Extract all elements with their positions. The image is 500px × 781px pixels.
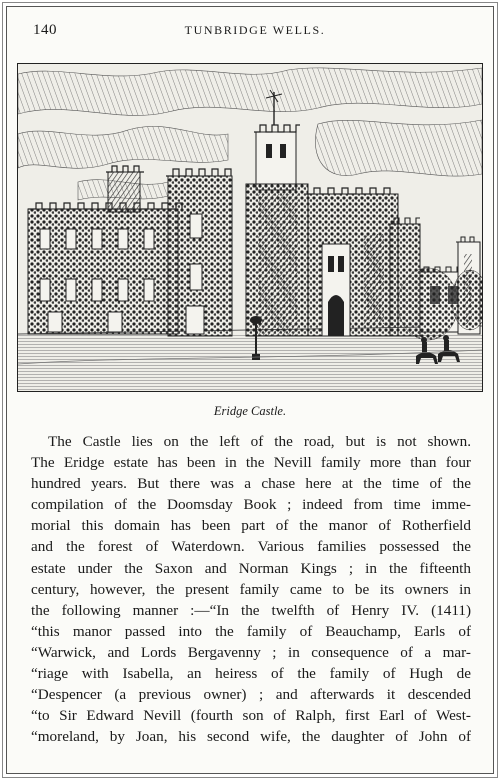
text-line: “riage with Isabella, an heiress of the family of Hugh de bbox=[31, 665, 471, 683]
text-line: “Despencer (a previous owner) ; and afterwards it descended bbox=[31, 686, 471, 704]
lawn bbox=[18, 334, 482, 391]
page-number: 140 bbox=[33, 22, 57, 38]
text-line: “this manor passed into the family of Beauchamp, Earls of bbox=[31, 622, 471, 640]
text-line: compilation of the Doomsday Book ; indeed from time imme- bbox=[31, 496, 471, 514]
castle-left-wing bbox=[28, 203, 182, 334]
text-line: the following manner :—“In the twelfth of Henry IV. (1411) bbox=[31, 601, 471, 619]
running-head bbox=[0, 18, 500, 40]
castle-illustration-svg bbox=[18, 64, 482, 391]
castle-central-range bbox=[306, 188, 398, 336]
text-line: and the forest of Waterdown. Various families possessed the bbox=[31, 538, 471, 556]
text-line: century, however, the present family came to be its owners in bbox=[31, 580, 471, 598]
text-line: “moreland, by Joan, his second wife, the daughter of John of bbox=[31, 728, 471, 746]
text-line: The Eridge estate has been in the Nevill family more than four bbox=[31, 454, 471, 472]
body-text bbox=[31, 431, 471, 747]
running-title: TUNBRIDGE WELLS. bbox=[184, 23, 326, 37]
text-line: estate under the Saxon and Norman Kings ; in the fifteenth bbox=[31, 559, 471, 577]
figure-caption: Eridge Castle. bbox=[213, 404, 287, 418]
castle-left-turret bbox=[106, 166, 144, 212]
text-line: The Castle lies on the left of the road, but is not shown. bbox=[48, 433, 471, 450]
text-line: “to Sir Edward Nevill (fourth son of Ralph, first Earl of West- bbox=[31, 707, 471, 725]
eridge-castle-engraving bbox=[17, 63, 483, 392]
text-line: “Warwick, and Lords Bergavenny ; in consequence of a mar- bbox=[31, 643, 471, 661]
text-line: morial this domain has been part of the manor of Rotherfield bbox=[31, 517, 471, 535]
trees bbox=[398, 268, 482, 340]
castle-round-tower bbox=[166, 169, 232, 336]
text-line: hundred years. But there was a chase here at the time of the bbox=[31, 475, 471, 493]
